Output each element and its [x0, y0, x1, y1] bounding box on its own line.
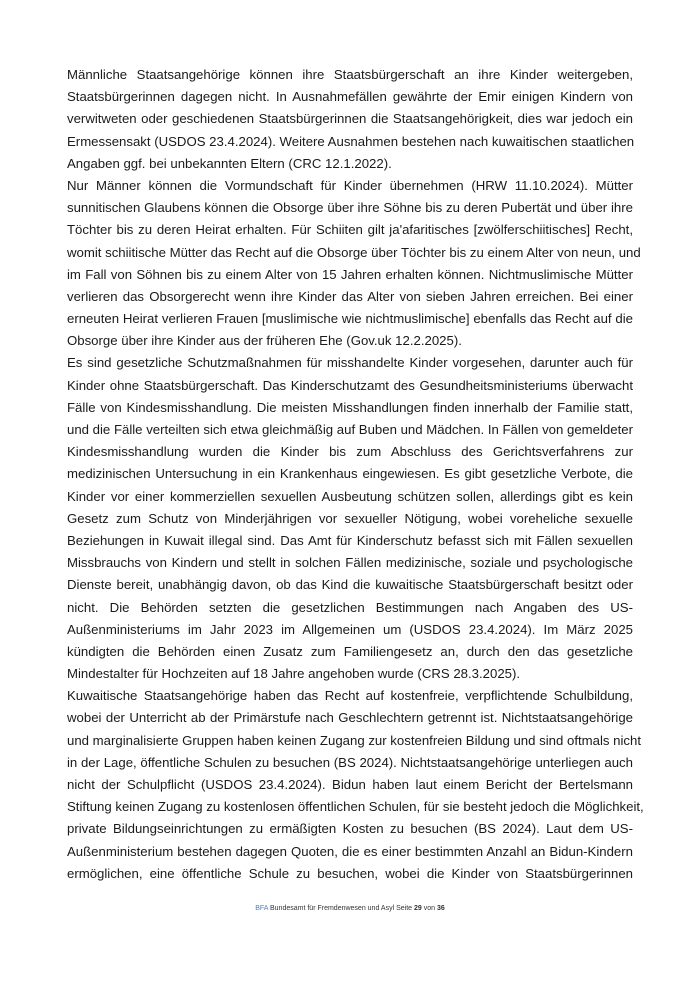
footer-page-label: Seite [396, 905, 413, 912]
text-line: womit schiitische Mütter das Recht auf die Obsorge über Töchter bis zu einem Alter von neun, und [67, 244, 641, 260]
text-line: erneuten Heirat verlieren Frauen [muslimische wie nichtmuslimische] ebenfalls das Recht auf die [67, 311, 633, 327]
footer-org: Bundesamt für Fremdenwesen und Asyl [270, 905, 395, 912]
text-line: nicht der Schulpflicht (USDOS 23.4.2024). Bidun haben laut einem Bericht der Bertelsmann [67, 777, 633, 792]
text-line: verwitweten oder geschiedenen Staatsbürgerinnen die Staatsangehörigkeit, dies war jedoch ein [67, 111, 633, 127]
text-line: im Fall von Söhnen bis zu einem Alter von 15 Jahren erhalten können. Nichtmuslimische Mütter [67, 266, 633, 282]
text-line: Mindestalter für Hochzeiten auf 18 Jahre angehoben wurde (CRS 28.3.2025). [67, 666, 521, 682]
text-line: private Bildungseinrichtungen zu ermäßigten Kosten zu besuchen (BS 2024). Laut dem US- [67, 821, 633, 837]
paragraph [67, 175, 641, 353]
text-line: Fälle von Kindesmisshandlung. Die meisten Misshandlungen finden innerhalb der Familie statt, [67, 399, 633, 415]
text-line: Stiftung keinen Zugang zu kostenlosen öffentlichen Schulen, für sie besteht jedoch die Möglichkeit, [67, 799, 644, 815]
text-line: Angaben ggf. bei unbekannten Eltern (CRC 12.1.2022). [67, 155, 392, 171]
text-line: und die Fälle verteilten sich etwa gleichmäßig auf Buben und Mädchen. In Fällen von gemeldeter [67, 422, 633, 437]
footer-of-label: von [423, 905, 436, 912]
text-line: Außenministerium bestehen dagegen Quoten, die es einer bestimmten Anzahl an Bidun-Kindern [67, 843, 633, 859]
text-line: Kinder ohne Staatsbürgerschaft. Das Kinderschutzamt des Gesundheitsministeriums überwacht [67, 377, 633, 393]
text-line: in der Lage, öffentliche Schulen zu besuchen (BS 2024). Nichtstaatsangehörige unterliegen auch [67, 754, 633, 770]
paragraph [67, 685, 644, 885]
footer-page-total: 36 [437, 905, 445, 912]
text-line: Beziehungen in Kuwait illegal sind. Das Amt für Kinderschutz befasst sich mit Fällen sexuellen [67, 532, 633, 548]
paragraph [67, 64, 633, 175]
text-line: Gesetz zum Schutz von Minderjährigen vor sexueller Nötigung, wobei voreheliche sexuelle [67, 510, 633, 526]
footer-page-number: 29 [414, 905, 422, 912]
text-line: Kuwaitische Staatsangehörige haben das Recht auf kostenfreie, verpflichtende Schulbildung, [67, 688, 633, 704]
text-line: Kinder vor einer kommerziellen sexuellen Ausbeutung schützen sollen, allerdings gibt es kein [67, 488, 633, 504]
paragraph [67, 352, 633, 685]
document-body [67, 64, 644, 885]
text-line: Staatsbürgerinnen dagegen nicht. In Ausnahmefällen gewährte der Emir einigen Kindern von [67, 89, 633, 105]
text-line: Männliche Staatsangehörige können ihre Staatsbürgerschaft an ihre Kinder weitergeben, [67, 67, 633, 82]
page-footer [0, 905, 700, 912]
text-line: Obsorge über ihre Kinder aus der früheren Ehe (Gov.uk 12.2.2025). [67, 333, 462, 349]
text-line: kündigten die Behörden einen Zusatz zum Familiengesetz an, durch den das gesetzliche [67, 643, 633, 659]
text-line: ermöglichen, eine öffentliche Schule zu besuchen, wobei die Kinder von Staatsbürgerinnen [67, 865, 633, 881]
text-line: sunnitischen Glaubens können die Obsorge über ihre Söhne bis zu deren Pubertät und über ihre [67, 200, 633, 216]
text-line: verlieren das Obsorgerecht wenn ihre Kinder das Alter von sieben Jahren erreichen. Bei einer [67, 288, 633, 304]
text-line: Töchter bis zu deren Heirat erhalten. Für Schiiten gilt ja'afaritisches [zwölferschiitisches] Recht, [67, 222, 633, 238]
text-line: Es sind gesetzliche Schutzmaßnahmen für misshandelte Kinder vorgesehen, darunter auch für [67, 355, 633, 371]
text-line: nicht. Die Behörden setzten die gesetzlichen Bestimmungen nach Angaben des US- [67, 599, 633, 615]
text-line: Nur Männer können die Vormundschaft für Kinder übernehmen (HRW 11.10.2024). Mütter [67, 177, 633, 193]
bfa-logo: BFA [255, 905, 269, 912]
text-line: wobei der Unterricht ab der Primärstufe nach Geschlechtern getrennt ist. Nichtstaatsangehörige [67, 710, 633, 726]
text-line: Außenministeriums im Jahr 2023 im Allgemeinen um (USDOS 23.4.2024). Im März 2025 [67, 621, 633, 637]
text-line: Missbrauchs von Kindern und stellt in solchen Fällen medizinische, soziale und psychologische [67, 555, 633, 571]
text-line: Kindesmisshandlung wurden die Kinder bis zum Abschluss des Gerichtsverfahrens zur [67, 444, 633, 460]
text-line: Dienste bereit, unabhängig davon, ob das Kind die kuwaitische Staatsbürgerschaft besitzt oder [67, 577, 633, 593]
text-line: Ermessensakt (USDOS 23.4.2024). Weitere Ausnahmen bestehen nach kuwaitischen staatlichen [67, 133, 635, 149]
text-line: und marginalisierte Gruppen haben keinen Zugang zur kostenfreien Bildung und sind oftmals nicht [67, 732, 642, 748]
text-line: medizinischen Untersuchung in ein Krankenhaus eingewiesen. Es gibt gesetzliche Verbote, die [67, 466, 633, 482]
